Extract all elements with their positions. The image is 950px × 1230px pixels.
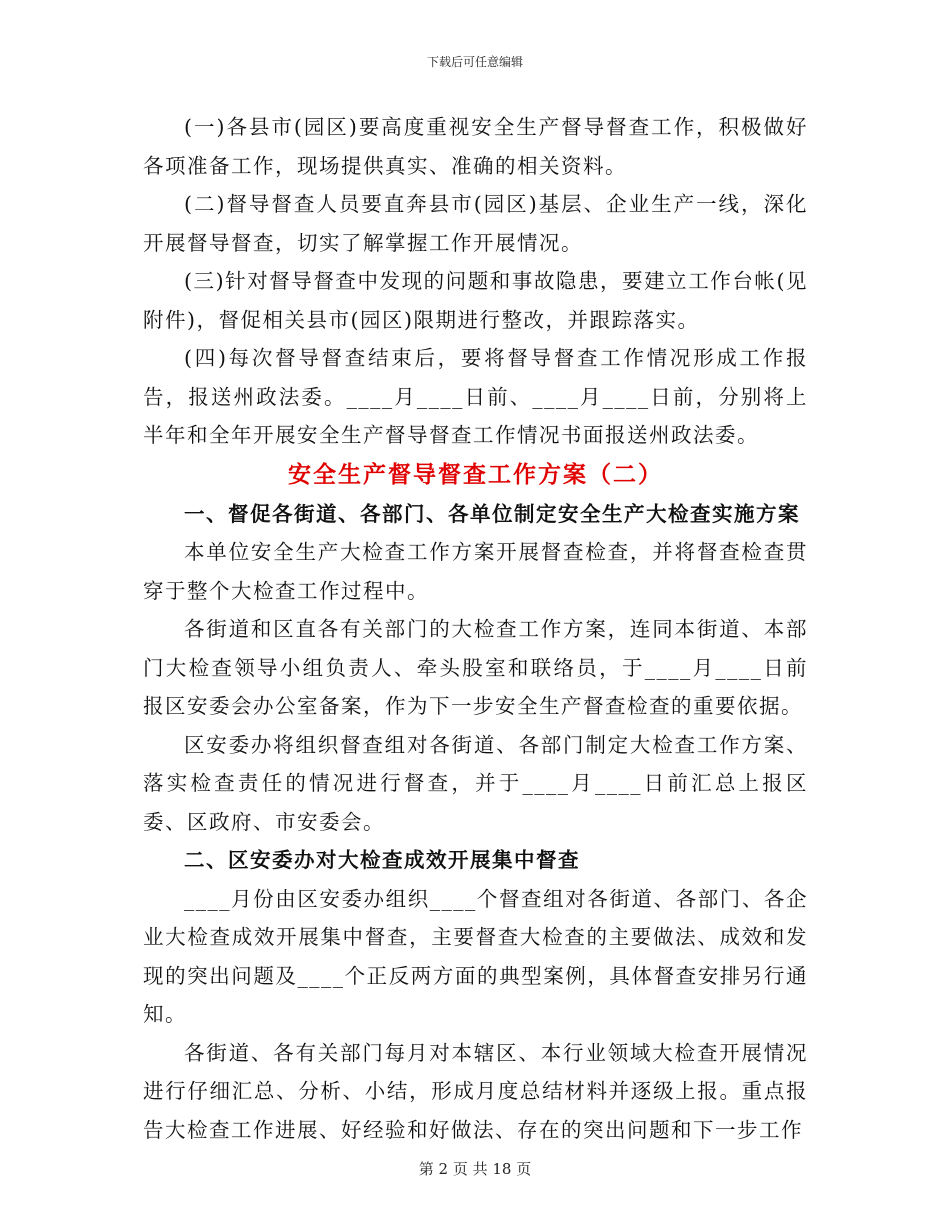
section-1-paragraph-2: 各街道和区直各有关部门的大检查工作方案，连同本街道、本部门大检查领导小组负责人、牵头股室和联络员，于____月____日前报区安委会办公室备案，作为下一步安全生产督查检查的重要依据。 <box>143 617 808 718</box>
page-footer: 第 2 页 共 18 页 <box>418 1160 532 1178</box>
document-body <box>143 108 808 1149</box>
section-1-paragraph-3: 区安委办将组织督查组对各街道、各部门制定大检查工作方案、落实检查责任的情况进行督查，并于____月____日前汇总上报区委、区政府、市安委会。 <box>143 732 808 834</box>
section-1-heading: 一、督促各街道、各部门、各单位制定安全生产大检查实施方案 <box>184 501 800 526</box>
section-1-paragraph-1: 本单位安全生产大检查工作方案开展督查检查，并将督查检查贯穿于整个大检查工作过程中。 <box>143 540 808 603</box>
document-title: 安全生产督导督查工作方案（二） <box>288 460 663 488</box>
paragraph-3: (三)针对督导督查中发现的问题和事故隐患，要建立工作台帐(见附件)，督促相关县市(园区)限期进行整改，并跟踪落实。 <box>143 269 808 332</box>
section-2-paragraph-1: ____月份由区安委办组织____个督查组对各街道、各部门、各企业大检查成效开展集中督查，主要督查大检查的主要做法、成效和发现的突出问题及____个正反两方面的典型案例，具体督查安排另行通知。 <box>143 886 808 1026</box>
paragraph-4: (四)每次督导督查结束后，要将督导督查工作情况形成工作报告，报送州政法委。____月____日前、____月____日前，分别将上半年和全年开展安全生产督导督查工作情况书面报送州政法委。 <box>143 346 808 447</box>
page-header: 下载后可任意编辑 <box>426 55 523 69</box>
section-2-heading: 二、区安委办对大检查成效开展集中督查 <box>184 848 580 872</box>
section-2-paragraph-2: 各街道、各有关部门每月对本辖区、本行业领域大检查开展情况进行仔细汇总、分析、小结，形成月度总结材料并逐级上报。重点报告大检查工作进展、好经验和好做法、存在的突出问题和下一步工作 <box>143 1040 808 1142</box>
paragraph-1: (一)各县市(园区)要高度重视安全生产督导督查工作，积极做好各项准备工作，现场提供真实、准确的相关资料。 <box>143 115 808 178</box>
paragraph-2: (二)督导督查人员要直奔县市(园区)基层、企业生产一线，深化开展督导督查，切实了解掌握工作开展情况。 <box>143 192 808 255</box>
